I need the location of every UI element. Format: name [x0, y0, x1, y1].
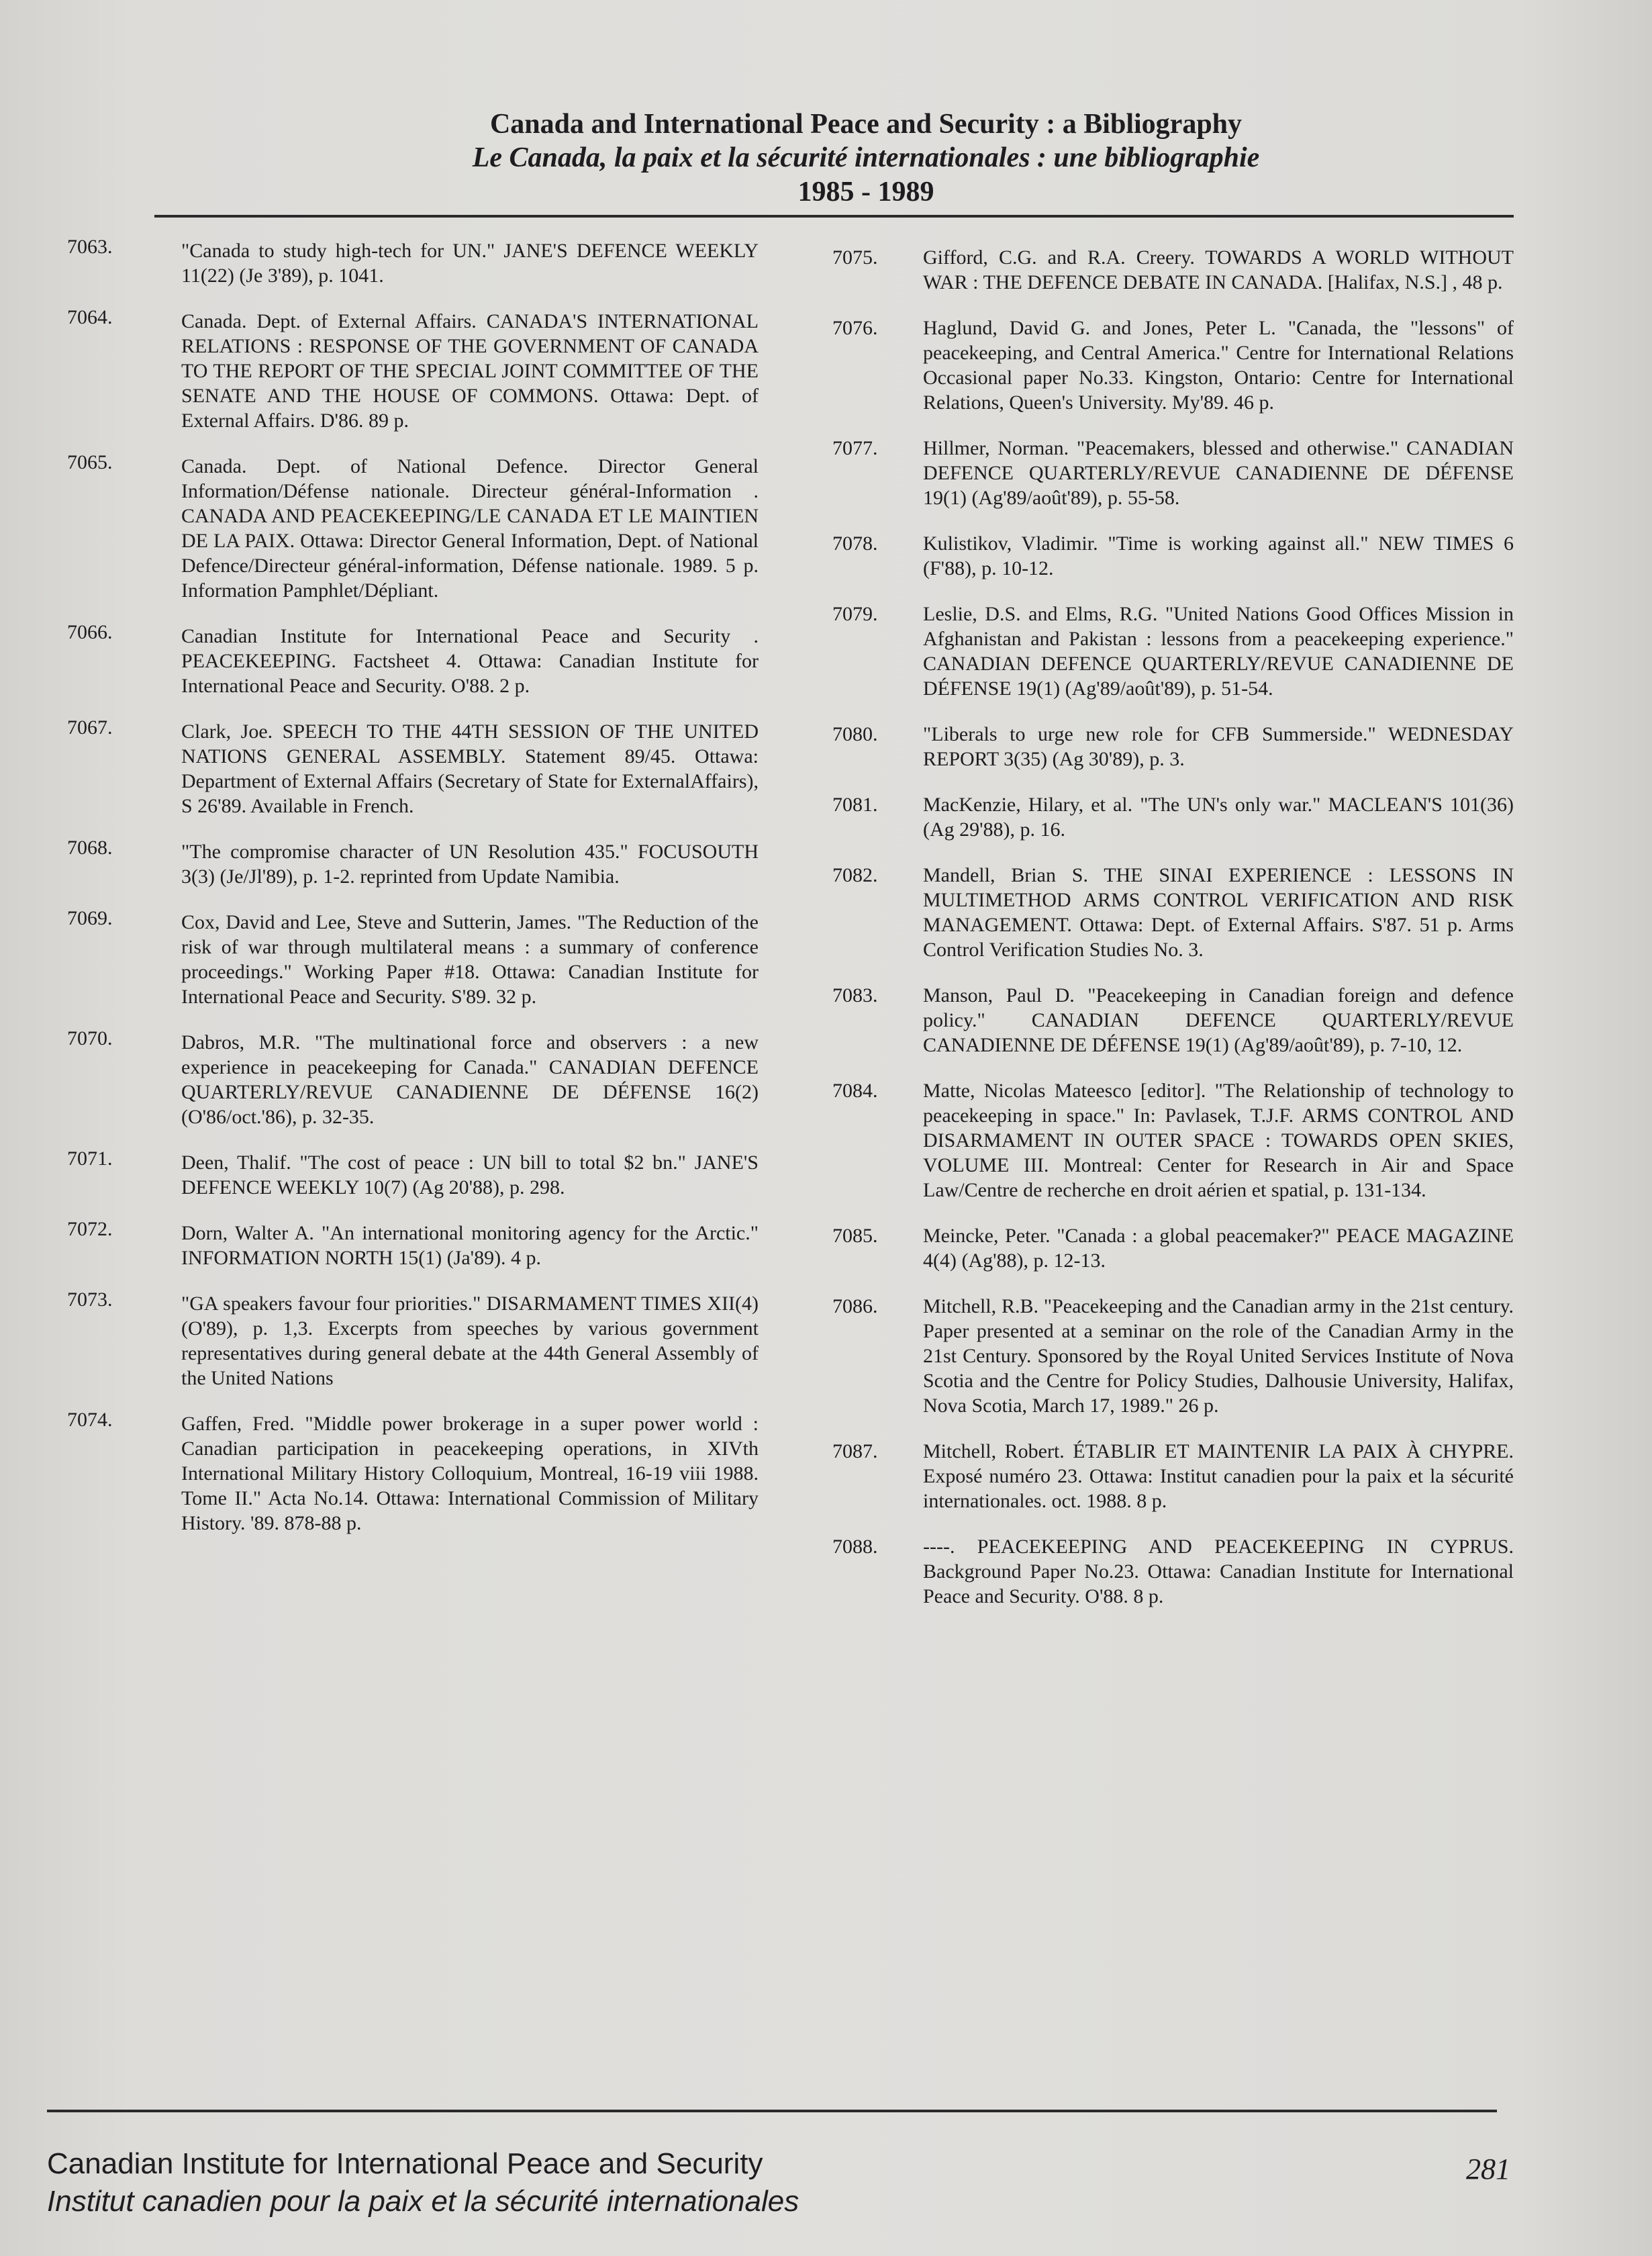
- bib-entry: [67, 839, 759, 889]
- entry-number: 7084.: [832, 1080, 878, 1102]
- entry-number: 7074.: [67, 1409, 113, 1431]
- bib-entry: [67, 1411, 759, 1536]
- bib-entry: [67, 306, 759, 433]
- entry-text: Matte, Nicolas Mateesco [editor]. "The Relationship of technology to peacekeeping in space." In: Pavlasek, T.J.F. ARMS CONTROL AND DISARMAMENT IN OUTER SPACE : TOWARDS OPEN SKIES, VOLUME III. Montreal: Center for Research in Air and Space Law/Centre de recherche en droit aérien et spatial, p. 131-134.: [923, 1080, 1514, 1201]
- entry-text: Clark, Joe. SPEECH TO THE 44TH SESSION OF THE UNITED NATIONS GENERAL ASSEMBLY. Statement 89/45. Ottawa: Department of External Affairs (Secretary of State for ExternalAffairs), S 26'89. Available in French.: [181, 720, 759, 817]
- entry-number: 7072.: [67, 1218, 113, 1240]
- title-french: Le Canada, la paix et la sécurité internationales : une bibliographie: [472, 142, 1260, 174]
- entry-number: 7079.: [832, 603, 878, 625]
- bib-entry: [832, 722, 1514, 771]
- entry-number: 7077.: [832, 437, 878, 459]
- entry-text: ----. PEACEKEEPING AND PEACEKEEPING IN CYPRUS. Background Paper No.23. Ottawa: Canadian Institute for International Peace and Security. O'88. 8 p.: [923, 1536, 1514, 1607]
- entry-text: Mitchell, Robert. ÉTABLIR ET MAINTENIR LA PAIX À CHYPRE. Exposé numéro 23. Ottawa: Institut canadien pour la paix et la sécurité internationales. oct. 1988. 8 p.: [923, 1440, 1514, 1512]
- entry-text: Canadian Institute for International Peace and Security . PEACEKEEPING. Factsheet 4. Ottawa: Canadian Institute for International Peace and Security. O'88. 2 p.: [181, 625, 759, 697]
- entry-text: "The compromise character of UN Resolution 435." FOCUSOUTH 3(3) (Je/Jl'89), p. 1-2. reprinted from Update Namibia.: [181, 841, 759, 888]
- header-rule: [154, 215, 1514, 218]
- entry-number: 7063.: [67, 236, 113, 258]
- bib-entry: [832, 316, 1514, 415]
- entry-number: 7081.: [832, 794, 878, 816]
- bib-entry: [67, 238, 759, 288]
- publisher-english: Canadian Institute for International Peace and Security: [47, 2147, 763, 2180]
- entry-text: Canada. Dept. of National Defence. Director General Information/Défense nationale. Directeur général-Information . CANADA AND PEACEKEEPING/LE CANADA ET LE MAINTIEN DE LA PAIX. Ottawa: Director General Information, Dept. of National Defence/Directeur général-information, Défense nationale. 1989. 5 p. Information Pamphlet/Dépliant.: [181, 455, 759, 602]
- bib-entry: [67, 1218, 759, 1270]
- bib-entry: [832, 245, 1514, 295]
- entry-text: "GA speakers favour four priorities." DISARMAMENT TIMES XII(4) (O'89), p. 1,3. Excerpts from speeches by various government representatives during general debate at the 44th General Assembly of the United Nations: [181, 1292, 759, 1389]
- bib-entry: [832, 602, 1514, 701]
- bib-entry: [832, 1534, 1514, 1609]
- entry-number: 7076.: [832, 317, 878, 339]
- entry-text: Haglund, David G. and Jones, Peter L. "Canada, the "lessons" of peacekeeping, and Central America." Centre for International Relations Occasional paper No.33. Kingston, Ontario: Centre for International Relations, Queen's University. My'89. 46 p.: [923, 317, 1514, 414]
- entry-number: 7087.: [832, 1440, 878, 1462]
- entry-number: 7086.: [832, 1295, 878, 1317]
- entry-number: 7083.: [832, 984, 878, 1006]
- entry-text: Mitchell, R.B. "Peacekeeping and the Canadian army in the 21st century. Paper presented at a seminar on the role of the Canadian Army in the 21st Century. Sponsored by the Royal United Services Institute of Nova Scotia and the Centre for Policy Studies, Dalhousie University, Halifax, Nova Scotia, March 17, 1989." 26 p.: [923, 1295, 1514, 1417]
- title-years: 1985 - 1989: [797, 176, 934, 207]
- title-english: Canada and International Peace and Security : a Bibliography: [489, 109, 1243, 140]
- entry-number: 7078.: [832, 532, 878, 555]
- left-column: [67, 238, 759, 1556]
- page-header: [222, 107, 1510, 209]
- entry-text: Hillmer, Norman. "Peacemakers, blessed and otherwise." CANADIAN DEFENCE QUARTERLY/REVUE CANADIENNE DE DÉFENSE 19(1) (Ag'89/août'89), p. 55-58.: [923, 437, 1514, 509]
- entry-text: Meincke, Peter. "Canada : a global peacemaker?" PEACE MAGAZINE 4(4) (Ag'88), p. 12-13.: [923, 1225, 1514, 1272]
- entry-number: 7075.: [832, 246, 878, 269]
- entry-number: 7088.: [832, 1536, 878, 1558]
- entry-text: "Canada to study high-tech for UN." JANE'S DEFENCE WEEKLY 11(22) (Je 3'89), p. 1041.: [181, 240, 759, 287]
- entry-number: 7067.: [67, 716, 113, 739]
- entry-text: Cox, David and Lee, Steve and Sutterin, James. "The Reduction of the risk of war through multilateral means : a summary of conference proceedings." Working Paper #18. Ottawa: Canadian Institute for International Peace and Security. S'89. 32 p.: [181, 911, 759, 1008]
- bib-entry: [832, 436, 1514, 510]
- bib-entry: [832, 1294, 1514, 1418]
- bib-entry: [67, 451, 759, 603]
- bib-entry: [832, 1078, 1514, 1203]
- bib-entry: [832, 531, 1514, 581]
- bib-entry: [832, 863, 1514, 962]
- entry-number: 7085.: [832, 1225, 878, 1247]
- bib-entry: [832, 1223, 1514, 1273]
- entry-text: Mandell, Brian S. THE SINAI EXPERIENCE : LESSONS IN MULTIMETHOD ARMS CONTROL VERIFICATION AND RISK MANAGEMENT. Ottawa: Dept. of External Affairs. S'87. 51 p. Arms Control Verification Studies No. 3.: [923, 864, 1514, 961]
- page-number: 281: [1466, 2153, 1510, 2186]
- entry-text: Manson, Paul D. "Peacekeeping in Canadian foreign and defence policy." CANADIAN DEFENCE QUARTERLY/REVUE CANADIENNE DE DÉFENSE 19(1) (Ag'89/août'89), p. 7-10, 12.: [923, 984, 1514, 1056]
- bib-entry: [832, 983, 1514, 1058]
- entry-number: 7066.: [67, 621, 113, 643]
- entry-number: 7070.: [67, 1027, 113, 1049]
- bib-entry: [832, 1439, 1514, 1513]
- entry-number: 7069.: [67, 907, 113, 929]
- page-footer: [47, 2145, 1510, 2220]
- entry-number: 7080.: [832, 723, 878, 745]
- bib-entry: [67, 1147, 759, 1200]
- entry-number: 7082.: [832, 864, 878, 886]
- bib-entry: [67, 716, 759, 818]
- entry-text: Dabros, M.R. "The multinational force and observers : a new experience in peacekeeping for Canada." CANADIAN DEFENCE QUARTERLY/REVUE CANADIENNE DE DÉFENSE 16(2) (O'86/oct.'86), p. 32-35.: [181, 1031, 759, 1128]
- entry-text: "Liberals to urge new role for CFB Summerside." WEDNESDAY REPORT 3(35) (Ag 30'89), p. 3.: [923, 723, 1514, 770]
- publisher-french: Institut canadien pour la paix et la sécurité internationales: [47, 2185, 799, 2218]
- bib-entry: [67, 621, 759, 698]
- bib-entry: [67, 907, 759, 1009]
- entry-text: Canada. Dept. of External Affairs. CANADA'S INTERNATIONAL RELATIONS : RESPONSE OF THE GOVERNMENT OF CANADA TO THE REPORT OF THE SPECIAL JOINT COMMITTEE OF THE SENATE AND THE HOUSE OF COMMONS. Ottawa: Dept. of External Affairs. D'86. 89 p.: [181, 310, 759, 432]
- bib-entry: [67, 1027, 759, 1129]
- entry-number: 7065.: [67, 451, 113, 473]
- entry-text: Leslie, D.S. and Elms, R.G. "United Nations Good Offices Mission in Afghanistan and Pakistan : lessons from a peacekeeping experience." CANADIAN DEFENCE QUARTERLY/REVUE CANADIENNE DE DÉFENSE 19(1) (Ag'89/août'89), p. 51-54.: [923, 603, 1514, 700]
- entry-number: 7068.: [67, 837, 113, 859]
- footer-rule: [47, 2110, 1497, 2112]
- bib-entry: [832, 792, 1514, 842]
- entry-number: 7071.: [67, 1147, 113, 1170]
- entry-text: Kulistikov, Vladimir. "Time is working against all." NEW TIMES 6 (F'88), p. 10-12.: [923, 532, 1514, 579]
- entry-text: Deen, Thalif. "The cost of peace : UN bill to total $2 bn." JANE'S DEFENCE WEEKLY 10(7) (Ag 20'88), p. 298.: [181, 1152, 759, 1198]
- entry-text: Gifford, C.G. and R.A. Creery. TOWARDS A WORLD WITHOUT WAR : THE DEFENCE DEBATE IN CANADA. [Halifax, N.S.] , 48 p.: [923, 246, 1514, 293]
- right-column: [832, 245, 1514, 1630]
- entry-number: 7073.: [67, 1288, 113, 1311]
- entry-text: Dorn, Walter A. "An international monitoring agency for the Arctic." INFORMATION NORTH 15(1) (Ja'89). 4 p.: [181, 1222, 759, 1269]
- bib-entry: [67, 1288, 759, 1391]
- entry-text: MacKenzie, Hilary, et al. "The UN's only war." MACLEAN'S 101(36) (Ag 29'88), p. 16.: [923, 794, 1514, 841]
- entry-number: 7064.: [67, 306, 113, 328]
- entry-text: Gaffen, Fred. "Middle power brokerage in a super power world : Canadian participation in peacekeeping operations, in XIVth International Military History Colloquium, Montreal, 16-19 viii 1988. Tome II." Acta No.14. Ottawa: International Commission of Military History. '89. 878-88 p.: [181, 1413, 759, 1534]
